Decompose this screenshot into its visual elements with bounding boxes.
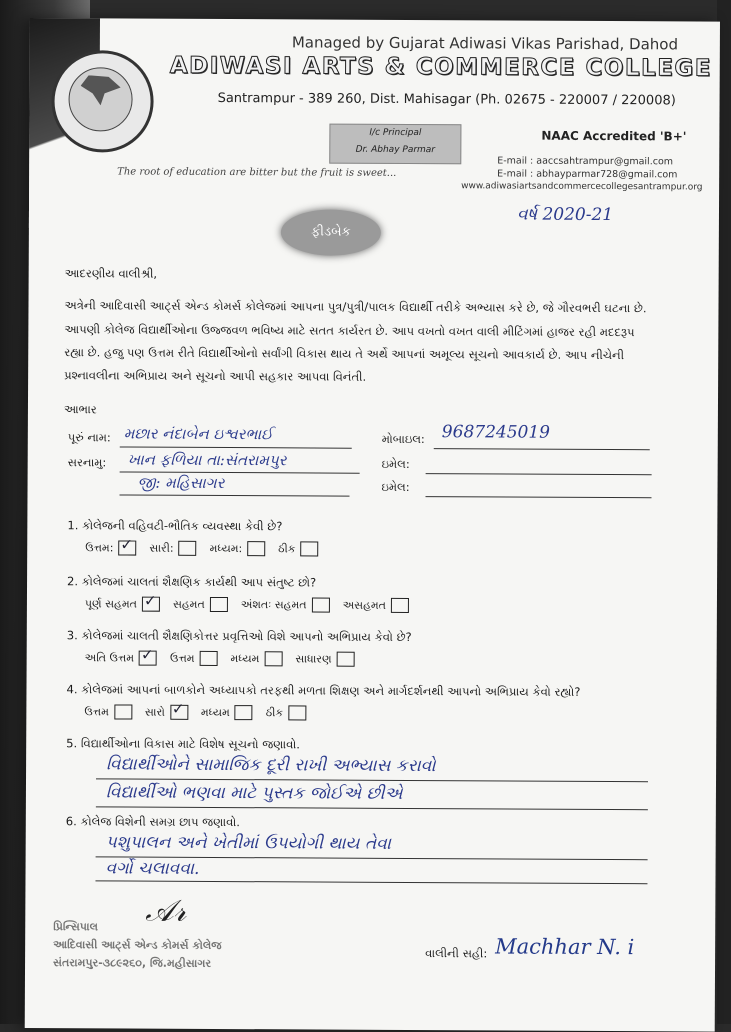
- q2-option-3-checkbox[interactable]: [312, 597, 330, 612]
- q3-option-4-checkbox[interactable]: [337, 652, 355, 667]
- q2-option-1-checkbox[interactable]: [142, 591, 160, 612]
- college-address: Santrampur - 389 260, Dist. Mahisagar (Ph. 02675 - 220007 / 220008): [217, 90, 676, 109]
- question-4-options: ઉત્તમ સારો ✓ મધ્યમ ઠીક: [84, 704, 314, 720]
- college-logo: [51, 50, 154, 153]
- check-icon: ✓: [171, 699, 185, 718]
- q3-option-2-checkbox[interactable]: [199, 651, 217, 666]
- q1-option-2-checkbox[interactable]: [179, 541, 197, 556]
- q5-answer-1[interactable]: વિદ્યાર્થીઓને સામાજિક દૂરી રાખી અભ્યાસ કરાવો: [106, 754, 436, 777]
- address-label: સરનામુ:: [67, 455, 107, 470]
- question-6: 6. કોલેજ વિશેની સમગ્ર છાપ જણાવો.: [65, 814, 240, 830]
- feedback-form-page: [25, 18, 720, 1032]
- check-icon: ✓: [140, 645, 154, 664]
- motto: The root of education are bitter but the fruit is sweet...: [117, 166, 397, 179]
- question-2: 2. કોલેજમાં ચાલતાં શૈક્ષણિક કાર્યથી આપ સંતુષ્ટ છો?: [67, 574, 317, 590]
- website: www.adiwasiartsandcommercecollegesantrampur.org: [461, 181, 703, 193]
- q4-option-4-checkbox[interactable]: [288, 705, 306, 720]
- letter-line-4: પ્રશ્નાવલીના અભિપ્રાય અને સૂચનો આપી સહકાર આપવા વિનંતી.: [64, 368, 367, 384]
- mobile-line: [434, 448, 650, 450]
- address-field-1[interactable]: ખાન ફળિયા તા:સંતરામપુર: [127, 450, 287, 470]
- q4-option-1-checkbox[interactable]: [114, 704, 132, 719]
- email-label: ઇમેલ:: [381, 456, 410, 471]
- question-1-options: ઉત્તમ: ✓ સારી: મધ્યમ: ઠીક: [85, 540, 326, 556]
- q5-answer-2[interactable]: વિદ્યાર્થીઓ ભણવા માટે પુસ્તક જોઈએ છીએ: [105, 782, 403, 804]
- principal-name: Dr. Abhay Parmar: [355, 144, 436, 156]
- name-label: પૂરું નામ:: [67, 430, 111, 445]
- question-1: 1. કોલેજની વહિવટી-ભૌતિક વ્યવસ્થા કેવી છે?: [67, 518, 283, 534]
- mobile-label: મોબાઇલ:: [381, 431, 425, 447]
- thanks: આભાર: [63, 402, 97, 417]
- q2-option-4-checkbox[interactable]: [391, 598, 409, 613]
- college-sign-place: સંતરામપુર-૩૮૯૨૬૦, જિ.મહીસાગર: [53, 956, 212, 970]
- question-3-options: અતિ ઉત્તમ ✓ ઉત્તમ મધ્યમ સાધારણ: [85, 650, 363, 666]
- email2-label: ઇમેલ:: [381, 479, 410, 494]
- q4-option-2-checkbox[interactable]: [170, 699, 188, 720]
- email-line[interactable]: [426, 473, 652, 475]
- q5-answer-line-2: [96, 806, 648, 810]
- letter-line-1: અત્રેની આદિવાસી આર્ટ્સ એન્ડ કોમર્સ કોલેજમાં આપના પુત્ર/પુત્રી/પાલક વિદ્યાર્થી તરીકે અભ્યાસ કરે છે, જે ગૌરવભરી ઘટના છે.: [64, 298, 647, 316]
- letter-line-2: આપણી કોલેજ વિદ્યાર્થીઓના ઉજ્જવળ ભવિષ્ય માટે સતત કાર્યરત છે. આપ વખતો વખત વાલી મીટિંગમાં હાજર રહી મદદરૂપ: [64, 322, 635, 340]
- college-sign-name: આદિવાસી આર્ટ્સ એન્ડ કોમર્સ કોલેજ: [53, 938, 222, 953]
- principal-title: I/c Principal: [369, 127, 422, 139]
- q1-option-3-checkbox[interactable]: [247, 541, 265, 556]
- principal-signature-scribble: 𝒜𝓇: [145, 893, 187, 929]
- q5-answer-line-1: [96, 778, 648, 782]
- q4-option-3-checkbox[interactable]: [235, 705, 253, 720]
- q1-option-4-checkbox[interactable]: [300, 541, 318, 556]
- naac-accreditation: NAAC Accredited 'B+': [541, 128, 687, 144]
- name-field[interactable]: મછાર નંદાબેન ઇશ્વરભાઈ: [123, 424, 273, 444]
- email-2: E-mail : abhayparmar728@gmail.com: [497, 168, 678, 181]
- feedback-stamp: ફીડબેક: [281, 209, 381, 256]
- q1-option-1-checkbox[interactable]: [118, 535, 136, 555]
- q6-answer-2[interactable]: વર્ગો ચલાવવા.: [105, 858, 200, 879]
- principal-stamp: [329, 124, 461, 165]
- question-4: 4. કોલેજમાં આપનાં બાળકોને અધ્યાપકો તરફથી મળતા શિક્ષણ અને માર્ગદર્શનથી આપનો અભિપ્રાય કેવો રહ્યો?: [66, 682, 581, 699]
- salutation: આદરણીય વાલીશ્રી,: [64, 266, 158, 281]
- college-seal-text: [53, 918, 222, 973]
- parent-signature-label: વાલીની સહી:: [425, 946, 488, 961]
- name-line: [120, 446, 352, 448]
- managed-by: Managed by Gujarat Adiwasi Vikas Parishad, Dahod: [291, 33, 679, 54]
- college-name: ADIWASI ARTS & COMMERCE COLLEGE: [169, 52, 713, 82]
- email2-line[interactable]: [425, 496, 651, 498]
- mobile-field[interactable]: 9687245019: [441, 422, 551, 443]
- check-icon: ✓: [143, 591, 157, 610]
- question-3: 3. કોલેજમાં ચાલતી શૈક્ષણિકોત્તર પ્રવૃત્તિઓ વિશે આપનો અભિપ્રાય કેવો છે?: [66, 628, 412, 645]
- academic-year: વર્ષ 2020-21: [516, 204, 614, 226]
- q2-option-2-checkbox[interactable]: [210, 597, 228, 612]
- letter-line-3: રહ્યા છે. હજુ પણ ઉત્તમ રીતે વિદ્યાર્થીઓનો સર્વાંગી વિકાસ થાય તે અર્થે આપનાં અમૂલ્ય સૂચનો આવકાર્ય છે. આપ નીચેની: [64, 345, 625, 363]
- address-line-2: [120, 494, 350, 496]
- q6-answer-line-2: [95, 880, 647, 884]
- q6-answer-1[interactable]: પશુપાલન અને ખેતીમાં ઉપયોગી થાય તેવા: [105, 832, 391, 854]
- email-1: E-mail : aaccsahtrampur@gmail.com: [497, 155, 674, 168]
- q3-option-3-checkbox[interactable]: [264, 651, 282, 666]
- principal-sign-title: પ્રિન્સિપાલ: [53, 920, 98, 934]
- q3-option-1-checkbox[interactable]: [139, 645, 157, 666]
- question-5: 5. વિદ્યાર્થીઓના વિકાસ માટે વિશેષ સૂચનો જણાવો.: [66, 736, 300, 752]
- check-icon: ✓: [120, 535, 134, 554]
- parent-signature[interactable]: Machhar N. i: [495, 934, 635, 960]
- question-2-options: પૂર્ણ સહમત ✓ સહમત અંશતઃ સહમત અસહમત: [85, 596, 417, 613]
- address-field-2[interactable]: જી: મહિસાગર: [137, 473, 225, 493]
